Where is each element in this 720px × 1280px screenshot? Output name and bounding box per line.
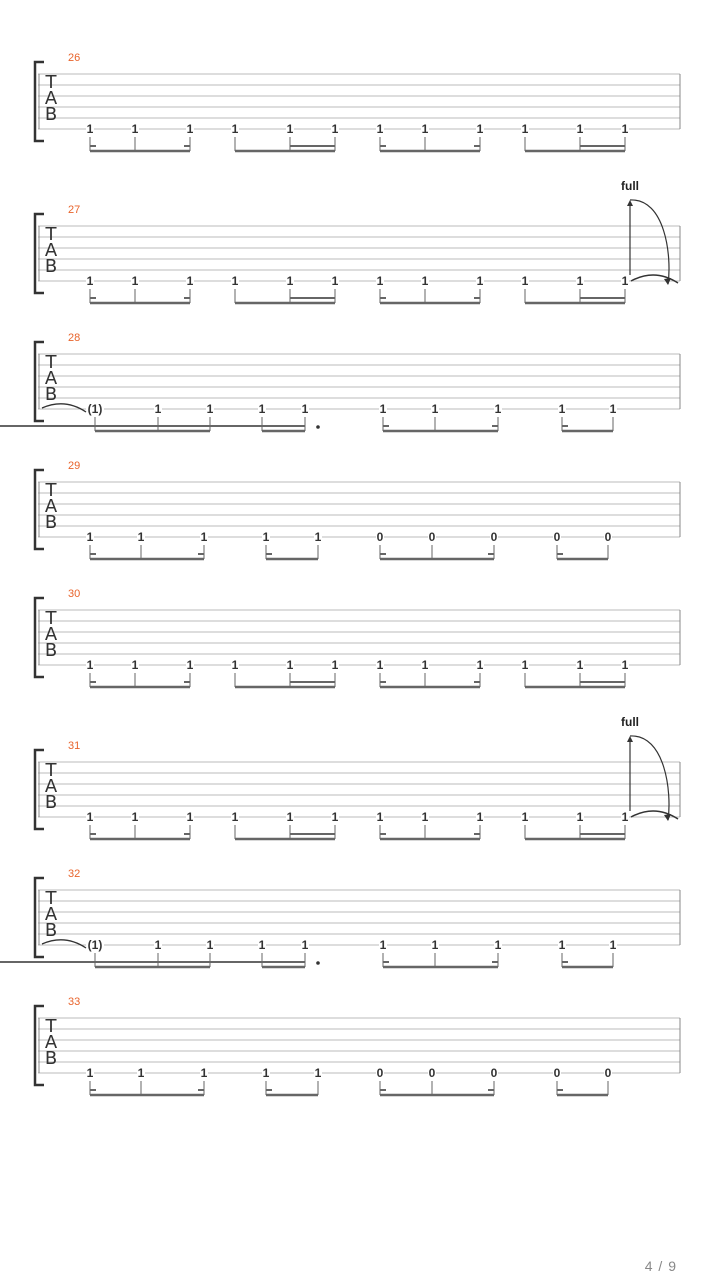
rhythm-dot <box>316 961 320 965</box>
fret-number: 1 <box>206 402 214 416</box>
fret-number: 1 <box>200 1066 208 1080</box>
fret-number: 1 <box>286 122 294 136</box>
fret-number: 1 <box>476 658 484 672</box>
fret-number: 0 <box>428 530 436 544</box>
tab-clef-letter: A <box>44 88 58 109</box>
tab-clef-letter: A <box>44 776 58 797</box>
tab-clef-letter: B <box>44 640 58 661</box>
fret-number: 1 <box>86 1066 94 1080</box>
fret-number: 1 <box>421 122 429 136</box>
tie-curve <box>42 940 86 948</box>
fret-number: 1 <box>494 938 502 952</box>
fret-number: 1 <box>476 810 484 824</box>
tab-clef-letter: T <box>45 352 57 373</box>
fret-number: 1 <box>576 658 584 672</box>
fret-number: 1 <box>154 938 162 952</box>
tab-clef-letter: A <box>44 368 58 389</box>
fret-number: 1 <box>200 530 208 544</box>
tab-clef-letter: B <box>44 920 58 941</box>
fret-number: 1 <box>431 938 439 952</box>
fret-number: 1 <box>131 122 139 136</box>
fret-number: 1 <box>186 274 194 288</box>
fret-number: 1 <box>186 658 194 672</box>
bend-arrowhead <box>627 200 633 206</box>
bend-tie-curve <box>631 811 678 819</box>
fret-number: 1 <box>154 402 162 416</box>
fret-number: 1 <box>314 530 322 544</box>
fret-number: 1 <box>376 122 384 136</box>
fret-number: 1 <box>621 122 629 136</box>
fret-number: 1 <box>421 810 429 824</box>
fret-number: 0 <box>428 1066 436 1080</box>
fret-number: 1 <box>314 1066 322 1080</box>
fret-number: 1 <box>621 274 629 288</box>
fret-number: 1 <box>286 658 294 672</box>
fret-number: 1 <box>421 274 429 288</box>
fret-number: 1 <box>186 810 194 824</box>
bend-arrowhead <box>627 736 633 742</box>
fret-number: 1 <box>258 402 266 416</box>
fret-number: 1 <box>206 938 214 952</box>
fret-number: 1 <box>262 530 270 544</box>
tab-clef-letter: T <box>45 888 57 909</box>
release-curve <box>630 736 669 820</box>
fret-number: 0 <box>553 1066 561 1080</box>
fret-number: 1 <box>576 810 584 824</box>
fret-number: 0 <box>604 1066 612 1080</box>
fret-number: 1 <box>231 810 239 824</box>
fret-number: 1 <box>431 402 439 416</box>
fret-number: 1 <box>609 938 617 952</box>
fret-number: 1 <box>331 122 339 136</box>
fret-number: 1 <box>521 122 529 136</box>
tab-clef-letter: A <box>44 1032 58 1053</box>
tab-clef-letter: T <box>45 760 57 781</box>
fret-number: 0 <box>553 530 561 544</box>
fret-number: 1 <box>609 402 617 416</box>
fret-number: 1 <box>286 810 294 824</box>
tab-clef-letter: T <box>45 480 57 501</box>
fret-number: 1 <box>379 938 387 952</box>
bend-tie-curve <box>631 275 678 283</box>
tab-clef-letter: B <box>44 384 58 405</box>
fret-number: 1 <box>376 658 384 672</box>
fret-number: 1 <box>576 274 584 288</box>
fret-number: 1 <box>86 274 94 288</box>
fret-number: 1 <box>376 274 384 288</box>
fret-number: 1 <box>231 274 239 288</box>
fret-number: 1 <box>558 402 566 416</box>
measure-number: 28 <box>68 332 81 344</box>
fret-number: 1 <box>621 810 629 824</box>
measure-number: 32 <box>68 868 81 880</box>
tab-clef-letter: B <box>44 104 58 125</box>
fret-number: 1 <box>86 810 94 824</box>
measure-number: 30 <box>68 588 81 600</box>
fret-number: 1 <box>262 1066 270 1080</box>
fret-number: 1 <box>331 658 339 672</box>
fret-number: 1 <box>131 658 139 672</box>
measure-number: 26 <box>68 52 81 64</box>
fret-number: 1 <box>376 810 384 824</box>
fret-number: 1 <box>131 810 139 824</box>
fret-number: 1 <box>137 1066 145 1080</box>
fret-number: 1 <box>86 658 94 672</box>
fret-number: 0 <box>376 1066 384 1080</box>
fret-number: 1 <box>301 402 309 416</box>
measure-number: 27 <box>68 204 81 216</box>
tab-clef-letter: T <box>45 608 57 629</box>
fret-number: 1 <box>86 122 94 136</box>
tab-clef-letter: T <box>45 1016 57 1037</box>
fret-number: 1 <box>576 122 584 136</box>
fret-number: 1 <box>286 274 294 288</box>
page-indicator: 4 / 9 <box>644 1258 677 1274</box>
fret-number: (1) <box>87 938 103 952</box>
fret-number: 1 <box>258 938 266 952</box>
fret-number: 1 <box>331 810 339 824</box>
tab-clef-letter: A <box>44 496 58 517</box>
measure-number: 29 <box>68 460 81 472</box>
fret-number: 1 <box>231 122 239 136</box>
tab-clef-letter: T <box>45 72 57 93</box>
fret-number: 1 <box>331 274 339 288</box>
fret-number: 1 <box>86 530 94 544</box>
fret-number: 1 <box>131 274 139 288</box>
fret-number: 1 <box>521 658 529 672</box>
tab-clef-letter: B <box>44 1048 58 1069</box>
bend-label: full <box>621 715 639 729</box>
fret-number: 1 <box>494 402 502 416</box>
fret-number: 1 <box>231 658 239 672</box>
measure-number: 33 <box>68 996 81 1008</box>
fret-number: 0 <box>604 530 612 544</box>
fret-number: 1 <box>476 274 484 288</box>
fret-number: 1 <box>301 938 309 952</box>
fret-number: 0 <box>376 530 384 544</box>
tie-curve <box>42 404 86 412</box>
tab-clef-letter: A <box>44 904 58 925</box>
tab-clef-letter: B <box>44 792 58 813</box>
fret-number: 0 <box>490 530 498 544</box>
tab-clef-letter: A <box>44 240 58 261</box>
tab-clef-letter: B <box>44 512 58 533</box>
fret-number: 1 <box>421 658 429 672</box>
fret-number: 1 <box>379 402 387 416</box>
tab-clef-letter: B <box>44 256 58 277</box>
fret-number: (1) <box>87 402 103 416</box>
release-curve <box>630 200 669 284</box>
fret-number: 1 <box>476 122 484 136</box>
tab-clef-letter: T <box>45 224 57 245</box>
bend-label: full <box>621 179 639 193</box>
tab-clef-letter: A <box>44 624 58 645</box>
fret-number: 1 <box>558 938 566 952</box>
fret-number: 0 <box>490 1066 498 1080</box>
measure-number: 31 <box>68 740 81 752</box>
fret-number: 1 <box>137 530 145 544</box>
fret-number: 1 <box>521 810 529 824</box>
fret-number: 1 <box>621 658 629 672</box>
fret-number: 1 <box>521 274 529 288</box>
fret-number: 1 <box>186 122 194 136</box>
rhythm-dot <box>316 425 320 429</box>
